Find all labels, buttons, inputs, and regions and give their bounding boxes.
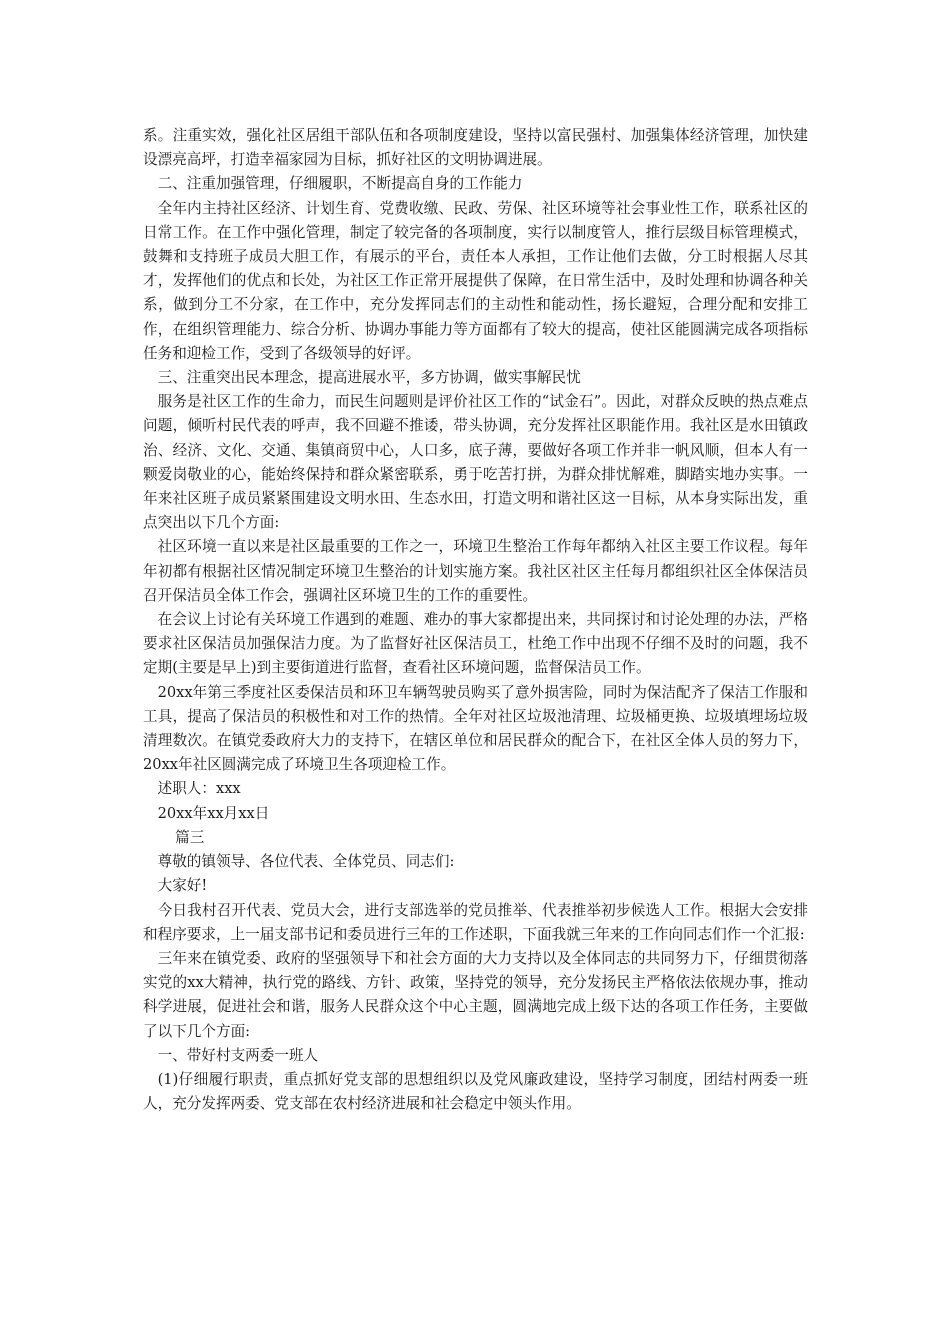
salutation: 尊敬的镇领导、各位代表、全体党员、同志们: <box>157 853 455 871</box>
paragraph-continuation: 系。注重实效，强化社区居组干部队伍和各项制度建设，坚持以富民强村、加强集体经济管理，加快建设漂亮高坪，打造幸福家园为目标，抓好社区的文明协调进展。 <box>143 127 808 169</box>
section-heading-3: 三、注重突出民本理念，提高进展水平，多方协调，做实事解民忧 <box>157 369 581 387</box>
signature-line: 述职人：xxx <box>157 780 241 798</box>
paragraph: 服务是社区工作的生命力，而民生问题则是评价社区工作的“试金石”。因此，对群众反映的热点难点问题，倾听村民代表的呼声，我不回避不推诿，带头协调，充分发挥社区职能作用。我社区是水田镇政治、经济、文化、交通、集镇商贸中心，人口多，底子薄，要做好各项工作并非一帆风顺，但本人有一颗爱岗敬业的心，能始终保持和群众紧密联系，勇于吃苦打拼，为群众排忧解难，脚踏实地办实事。一年来社区班子成员紧紧围建设文明水田、生态水田，打造文明和谐社区这一目标，从本身实际出发，重点突出以下几个方面: <box>143 393 808 532</box>
paragraph: 20xx年第三季度社区委保洁员和环卫车辆驾驶员购买了意外损害险，同时为保洁配齐了保洁工作服和工具，提高了保洁员的积极性和对工作的热情。全年对社区垃圾池清理、垃圾桶更换、垃圾填埋场垃圾清理数次。在镇党委政府大力的支持下，在辖区单位和居民群众的配合下，在社区全体人员的努力下，20xx年社区圆满完成了环境卫生各项迎检工作。 <box>143 683 808 774</box>
section-heading-1: 一、带好村支两委一班人 <box>157 1046 319 1064</box>
paragraph: 全年内主持社区经济、计划生育、党费收缴、民政、劳保、社区环境等社会事业性工作，联系社区的日常工作。在工作中强化管理，制定了较完备的各项制度，实行以制度管人，推行层级目标管理模式，鼓舞和支持班子成员大胆工作，有展示的平台，责任本人承担，工作让他们去做，分工时根据人尽其才，发挥他们的优点和长处，为社区工作正常开展提供了保障，在日常生活中，及时处理和协调各种关系，做到分工不分家，在工作中，充分发挥同志们的主动性和能动性，扬长避短，合理分配和安排工作，在组织管理能力、综合分析、协调办事能力等方面都有了较大的提高，使社区能圆满完成各项指标任务和迎检工作，受到了各级领导的好评。 <box>143 199 808 362</box>
part-title: 篇三 <box>175 828 205 846</box>
document-body <box>143 124 808 1116</box>
paragraph: (1)仔细履行职责，重点抓好党支部的思想组织以及党风廉政建设，坚持学习制度，团结村两委一班人，充分发挥两委、党支部在农村经济进展和社会稳定中领头作用。 <box>143 1070 808 1113</box>
section-heading-2: 二、注重加强管理，仔细履职，不断提高自身的工作能力 <box>157 175 523 193</box>
paragraph: 在会议上讨论有关环境工作遇到的难题、难办的事大家都提出来，共同探讨和讨论处理的办法，严格要求社区保洁员加强保洁力度。为了监督好社区保洁员工，杜绝工作中出现不仔细不及时的问题，我不定期(主要是早上)到主要街道进行监督，查看社区环境问题，监督保洁员工作。 <box>143 611 808 677</box>
paragraph: 三年来在镇党委、政府的坚强领导下和社会方面的大力支持以及全体同志的共同努力下，仔细贯彻落实党的xx大精神，执行党的路线、方针、政策，坚持党的领导，充分发扬民主严格依法依规办事，推动科学进展，促进社会和谐，服务人民群众这个中心主题，圆满地完成上级下达的各项工作任务，主要做了以下几个方面: <box>143 949 808 1040</box>
greeting: 大家好! <box>157 877 208 895</box>
paragraph: 社区环境一直以来是社区最重要的工作之一，环境卫生整治工作每年都纳入社区主要工作议程。每年年初都有根据社区情况制定环境卫生整治的计划实施方案。我社区社区主任每月都组织社区全体保洁员召开保洁员全体工作会，强调社区环境卫生的工作的重要性。 <box>143 538 808 604</box>
date-line: 20xx年xx月xx日 <box>157 804 270 822</box>
paragraph: 今日我村召开代表、党员大会，进行支部选举的党员推举、代表推举初步候选人工作。根据大会安排和程序要求，上一届支部书记和委员进行三年的工作述职，下面我就三年来的工作向同志们作一个汇报: <box>143 901 808 943</box>
